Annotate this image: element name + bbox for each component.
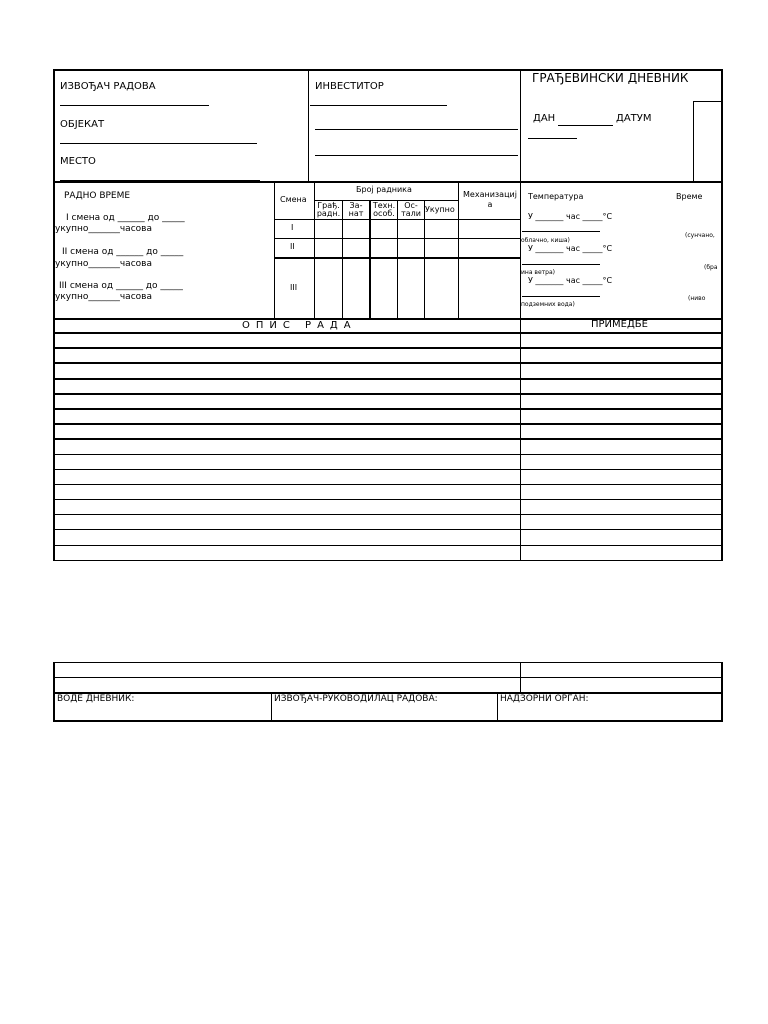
shift3-total: укупно_______часова <box>55 292 152 302</box>
shift2-from: II смена од ______ до _____ <box>62 247 184 257</box>
weather-note-1b: облачно, киша) <box>521 237 570 244</box>
remarks-header: ПРИМЕДБЕ <box>591 319 648 330</box>
weather-note-3b: подземних вода) <box>521 301 575 308</box>
temp-line-1: У _______ час _____°С <box>528 212 613 221</box>
mechanization-header: Механизациј а <box>463 190 517 209</box>
day-label: ДАН <box>533 113 556 124</box>
object-label: ОБЈЕКАТ <box>60 119 105 130</box>
work-time-title: РАДНО ВРЕМЕ <box>64 191 131 201</box>
investor-label: ИНВЕСТИТОР <box>315 81 384 92</box>
object-underline <box>60 143 257 144</box>
row-shift-3: III <box>290 283 298 292</box>
col-construction-workers: Грађ. радн. <box>316 201 341 218</box>
shift1-from: I смена од ______ до _____ <box>66 213 185 223</box>
weather-underline-2 <box>522 264 600 265</box>
shift3-from: III смена од ______ до _____ <box>59 281 183 291</box>
contractor-label: ИЗВОЂАЧ РАДОВА <box>60 81 156 92</box>
worker-count-header: Број радника <box>356 185 412 194</box>
col-technical-staff: Техн. особ. <box>372 201 396 218</box>
work-description-header: ОПИС РАДА <box>242 320 357 331</box>
weather-label: Време <box>676 192 703 201</box>
row-shift-2: II <box>290 242 295 251</box>
diary-keeper-label: ВОДЕ ДНЕВНИК: <box>57 694 135 704</box>
weather-note-3: (ниво <box>688 295 706 302</box>
contractor-underline <box>60 105 209 106</box>
weather-note-1: (сунчано, <box>685 232 715 239</box>
investor-line-2 <box>315 129 518 130</box>
col-others: Ос- тали <box>401 201 421 218</box>
contractor-lead-label: ИЗВОЂАЧ-РУКОВОДИЛАЦ РАДОВА: <box>274 694 438 704</box>
temp-line-3: У _______ час _____°С <box>528 276 613 285</box>
weather-note-2: (бра <box>704 264 718 271</box>
shift1-total: укупно_______часова <box>55 224 152 234</box>
place-underline <box>60 180 260 181</box>
shift-header: Смена <box>280 195 307 204</box>
diary-title: ГРАЂЕВИНСКИ ДНЕВНИК <box>532 71 689 85</box>
shift2-total: укупно_______часова <box>55 259 152 269</box>
temp-line-2: У _______ час _____°С <box>528 244 613 253</box>
temperature-label: Температура <box>528 192 584 201</box>
col-total: Укупно <box>425 205 455 214</box>
weather-underline-3 <box>522 296 600 297</box>
row-shift-1: I <box>291 223 294 232</box>
weather-note-2b: ина ветра) <box>521 269 555 276</box>
day-underline <box>558 125 613 126</box>
investor-line-3 <box>315 155 518 156</box>
supervisor-label: НАДЗОРНИ ОРГАН: <box>500 694 589 704</box>
place-label: МЕСТО <box>60 156 96 167</box>
date-underline <box>528 138 577 139</box>
investor-underline <box>310 105 447 106</box>
date-label: ДАТУМ <box>616 113 652 124</box>
col-craftsmen: За- нат <box>348 201 364 218</box>
weather-underline-1 <box>522 231 600 232</box>
